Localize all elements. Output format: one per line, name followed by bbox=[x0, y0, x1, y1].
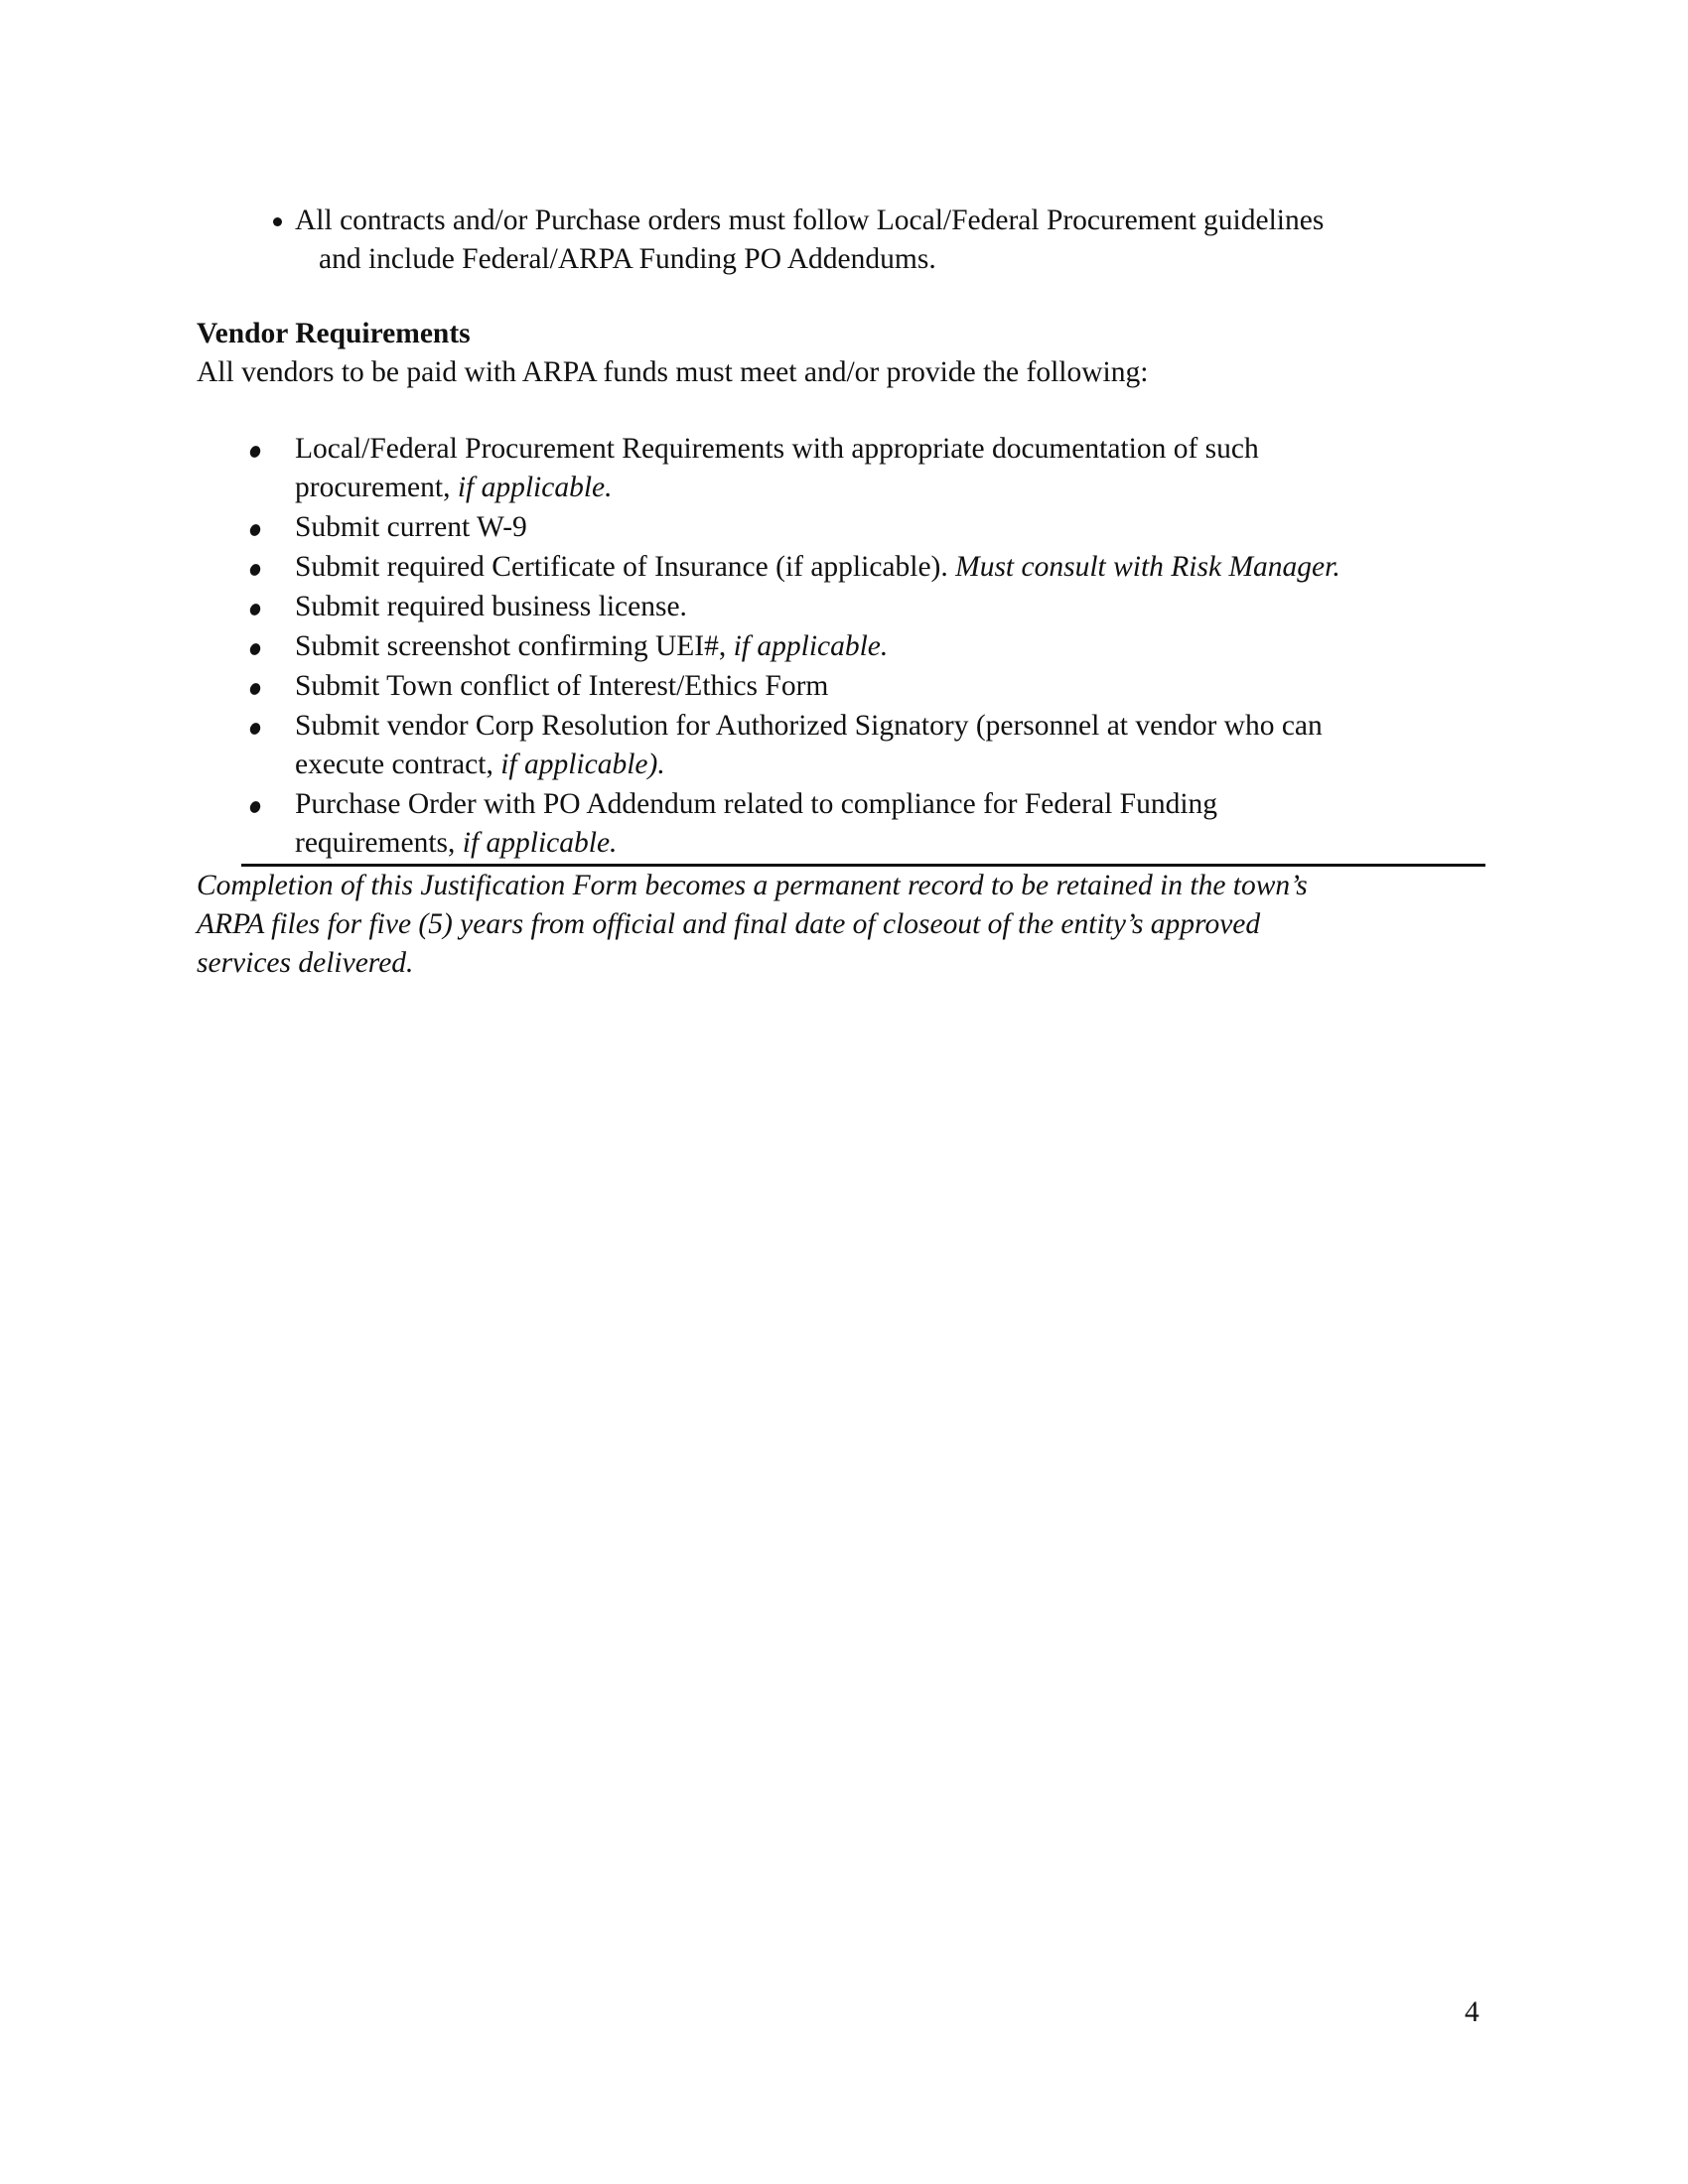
requirement-1-line-1: Local/Federal Procurement Requirements with appropriate documentation of such bbox=[295, 433, 1259, 465]
requirement-7-line-2 bbox=[295, 746, 665, 783]
requirement-5-italic: if applicable. bbox=[733, 630, 889, 662]
footnote-line-3: services delivered. bbox=[197, 947, 414, 979]
requirement-5 bbox=[295, 627, 888, 665]
requirement-8-italic: if applicable. bbox=[462, 827, 618, 859]
requirement-6: Submit Town conflict of Interest/Ethics Form bbox=[295, 670, 829, 702]
requirement-5-text: Submit screenshot confirming UEI#, bbox=[295, 630, 734, 662]
bullet-icon bbox=[248, 522, 262, 537]
bullet-icon bbox=[248, 562, 262, 577]
section-intro: All vendors to be paid with ARPA funds must meet and/or provide the following: bbox=[197, 356, 1149, 388]
section-heading: Vendor Requirements bbox=[197, 318, 471, 349]
requirement-1-line-2 bbox=[295, 469, 613, 506]
bullet-icon bbox=[248, 602, 262, 616]
bullet-icon bbox=[248, 799, 262, 814]
footnote-line-1: Completion of this Justification Form becomes a permanent record to be retained in the town’s bbox=[197, 870, 1308, 901]
requirement-8-text: requirements, bbox=[295, 827, 463, 859]
requirement-7-line-1: Submit vendor Corp Resolution for Authorized Signatory (personnel at vendor who can bbox=[295, 710, 1323, 742]
requirement-8-line-1: Purchase Order with PO Addendum related to compliance for Federal Funding bbox=[295, 788, 1218, 820]
requirement-1-text: procurement, bbox=[295, 472, 458, 503]
requirement-8-line-2 bbox=[295, 824, 617, 862]
bullet-icon bbox=[273, 217, 282, 226]
bullet-icon bbox=[248, 681, 262, 696]
requirement-1-italic: if applicable. bbox=[457, 472, 613, 503]
requirement-4: Submit required business license. bbox=[295, 591, 687, 622]
intro-bullet-line-1: All contracts and/or Purchase orders must follow Local/Federal Procurement guidelines bbox=[295, 205, 1325, 236]
requirement-7-text: execute contract, bbox=[295, 749, 501, 780]
page-number: 4 bbox=[1465, 1996, 1479, 2028]
bullet-icon bbox=[248, 641, 262, 656]
bullet-icon bbox=[248, 444, 262, 459]
requirement-3-italic: Must consult with Risk Manager. bbox=[955, 551, 1340, 583]
intro-bullet-line-2: and include Federal/ARPA Funding PO Addendums. bbox=[319, 243, 936, 275]
requirement-2: Submit current W-9 bbox=[295, 511, 527, 543]
footnote-line-2: ARPA files for five (5) years from official and final date of closeout of the entity’s approved bbox=[197, 908, 1261, 940]
bullet-icon bbox=[248, 721, 262, 736]
requirement-7-italic: if applicable). bbox=[500, 749, 665, 780]
requirement-3 bbox=[295, 548, 1340, 586]
requirement-3-text: Submit required Certificate of Insurance (if applicable). bbox=[295, 551, 956, 583]
